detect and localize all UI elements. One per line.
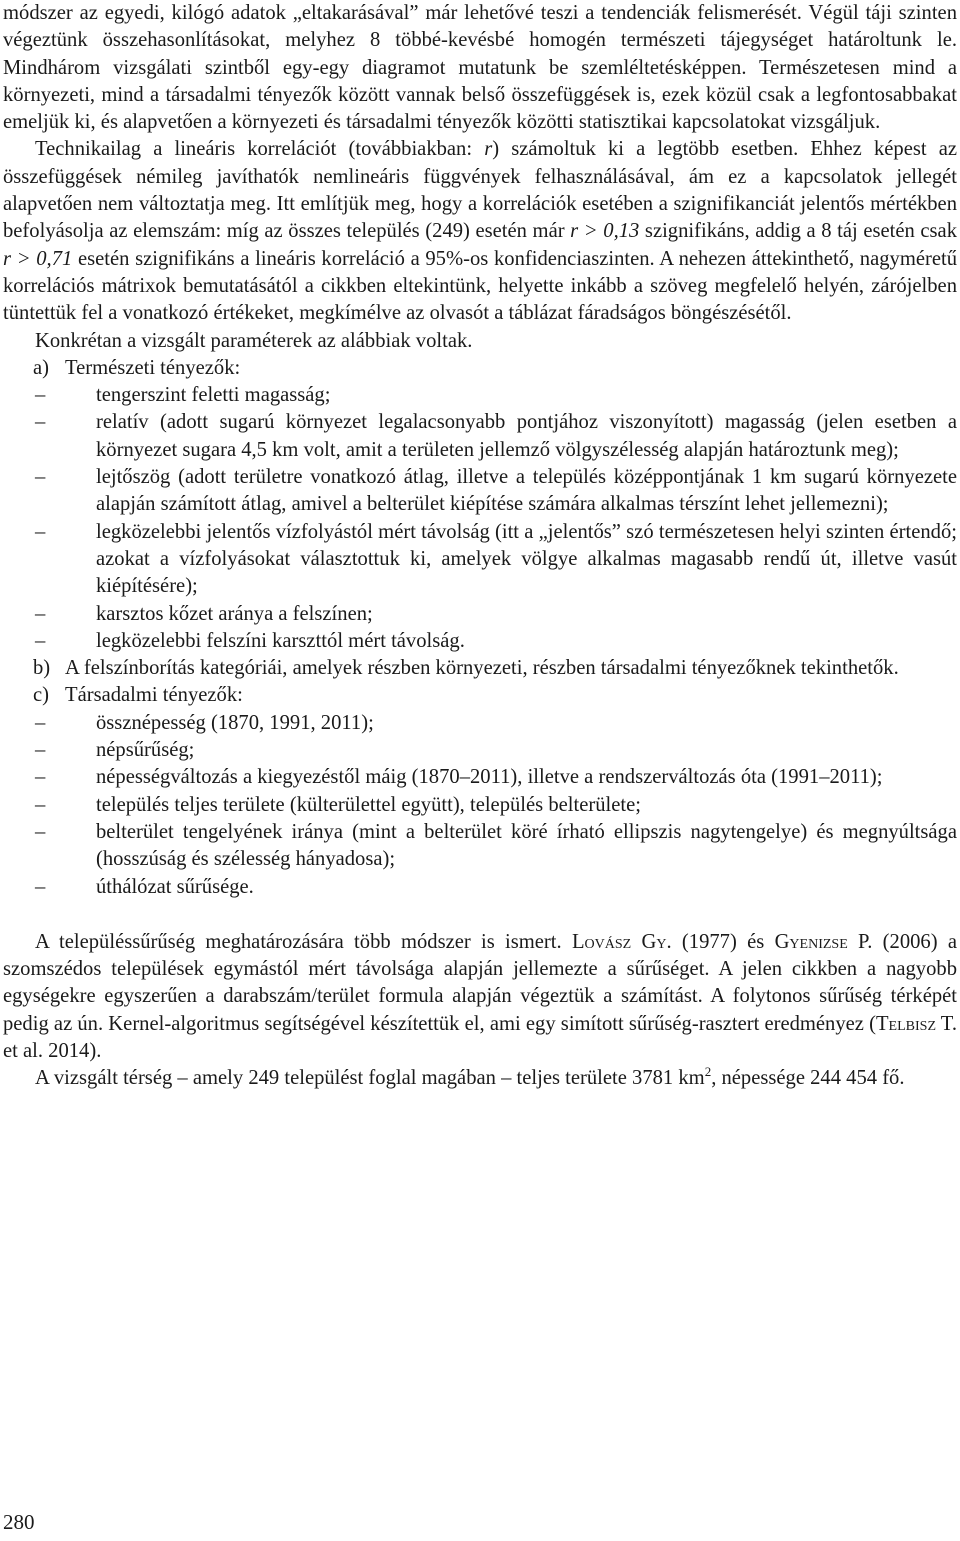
section-label: c) — [33, 684, 49, 707]
citation-author: Lovász Gy. — [571, 930, 672, 953]
citation-author: Gyenizse P. — [774, 930, 873, 953]
section-title: Társadalmi tényezők: — [65, 684, 243, 707]
list-item: – karsztos kőzet aránya a felszínen; — [35, 602, 373, 625]
list-item: – népességváltozás a kiegyezéstől máig (1870–2011), illetve a rendszerváltozás óta (1991–2011); — [35, 766, 883, 789]
section-title: A felszínborítás kategóriái, amelyek részben környezeti, részben társadalmi tényezőknek tekinthetők. — [65, 657, 899, 680]
threshold-value-landscapes: r > 0,71 — [3, 247, 73, 270]
paragraph-intro: módszer az egyedi, kilógó adatok „eltakarásával” már lehetővé teszi a tendenciák felismerését. Végül táji szinten végeztünk összehasonlításokat, melyhez 8 többé-kevésbé homogén természeti tájegységet határoltunk le. Mindhárom vizsgálati szintből egy-egy diagramot mutatunk be szemléltetésképpen. Természetesen mind a környezeti, mind a társadalmi tényezők között vannak belső összefüggések is, ezek közül csak a legfontosabbakat emeljük ki, és alapvetően a környezeti és társadalmi tényezők közötti statisztikai kapcsolatokat vizsgáljuk. — [3, 2, 957, 134]
spacer — [3, 901, 957, 929]
section-land-cover — [3, 655, 957, 682]
list-item: – úthálózat sűrűsége. — [35, 875, 254, 898]
section-title: Természeti tényezők: — [65, 356, 241, 379]
list-item: – népsűrűség; — [35, 739, 195, 762]
paragraph-parameters-intro: Konkrétan a vizsgált paraméterek az alábbiak voltak. — [35, 329, 473, 352]
list-item: – össznépesség (1870, 1991, 2011); — [35, 711, 374, 734]
paragraph-study-area: A vizsgált térség – amely 249 települést foglal magában – teljes területe 3781 $km^2$, népessége 244 454 fő. — [35, 1064, 905, 1090]
section-label: b) — [33, 657, 51, 680]
paragraph-settlement-density: A településsűrűség meghatározására több módszer is ismert. Lovász Gy. (1977) és Gyenizse P. (2006) a szomszédos települések egymástól mért távolsága alapján jellemezte a sűrűséget. A jelen cikkben a nagyobb egységekre egyszerűen a darabszám/terület formula alapján végeztük a számítást. A folytonos sűrűség térképét pedig az ún. Kernel-algoritmus segítségével készítettük el, ami egy simított sűrűség-rasztert eredményez (Telbisz T. et al. 2014). — [3, 930, 957, 1062]
page-body — [3, 0, 957, 1093]
paragraph-methods: Technikailag a lineáris korrelációt (továbbiakban: r) számoltuk ki a legtöbb esetben. Ehhez képest az összefüggések némileg javíthatók nemlineáris függvények felhasználásával, ám ez a kapcsolatok jellegét alapvetően nem változtatja meg. Itt említjük meg, hogy a korrelációk esetében a szignifikanciát jelentős mértékben befolyásolja az elemszám: míg az összes település (249) esetén már r > 0,13 szignifikáns, addig a 8 táj esetén csak r > 0,71 esetén szignifikáns a lineáris korreláció a 95%-os konfidenciaszinten. A nehezen áttekinthető, nagyméretű korrelációs mátrixok bemutatásától a cikkben eltekintünk, helyette inkább a szöveg megfelelő helyén, zárójelben tüntettük fel a vonatkozó értékeket, megkímélve az olvasót a táblázat fáradságos böngészésétől. — [3, 138, 957, 325]
list-item: – lejtőszög (adott területre vonatkozó átlag, illetve a település középpontjának 1 km sugarú környezete alapján számított átlag, amivel a belterület kiépítése számára alkalmas térszínt lehet jellemezni); — [35, 466, 957, 516]
list-item: – legközelebbi jelentős vízfolyástól mért távolság (itt a „jelentős” szó természetesen helyi szinten értendő; azokat a vízfolyásokat választottuk ki, amelyek völgye alkalmas magasabb rendű út, illetve vasút kiépítésére); — [35, 520, 957, 598]
section-social-factors — [3, 682, 957, 709]
section-natural-factors — [3, 355, 957, 382]
page-number: 280 — [3, 1510, 35, 1534]
list-item: – relatív (adott sugarú környezet legalacsonyabb pontjához viszonyított) magasság (jelen esetben a környezet sugara 4,5 km volt, amit a területen jellemző völgyszélesség alapján határoztunk meg); — [35, 411, 957, 461]
list-item: – település teljes területe (külterülettel együtt), település belterülete; — [35, 793, 641, 816]
citation-author: Telbisz T. — [875, 1012, 957, 1035]
section-label: a) — [33, 356, 49, 379]
threshold-value-settlements: r > 0,13 — [570, 220, 640, 243]
list-item: – belterület tengelyének iránya (mint a belterület köré írható ellipszis nagytengelye) és megnyúltsága (hosszúság és szélesség hányadosa); — [35, 820, 957, 871]
list-item: – tengerszint feletti magasság; — [35, 384, 331, 407]
list-item: – legközelebbi felszíni karszttól mért távolság. — [35, 629, 465, 652]
